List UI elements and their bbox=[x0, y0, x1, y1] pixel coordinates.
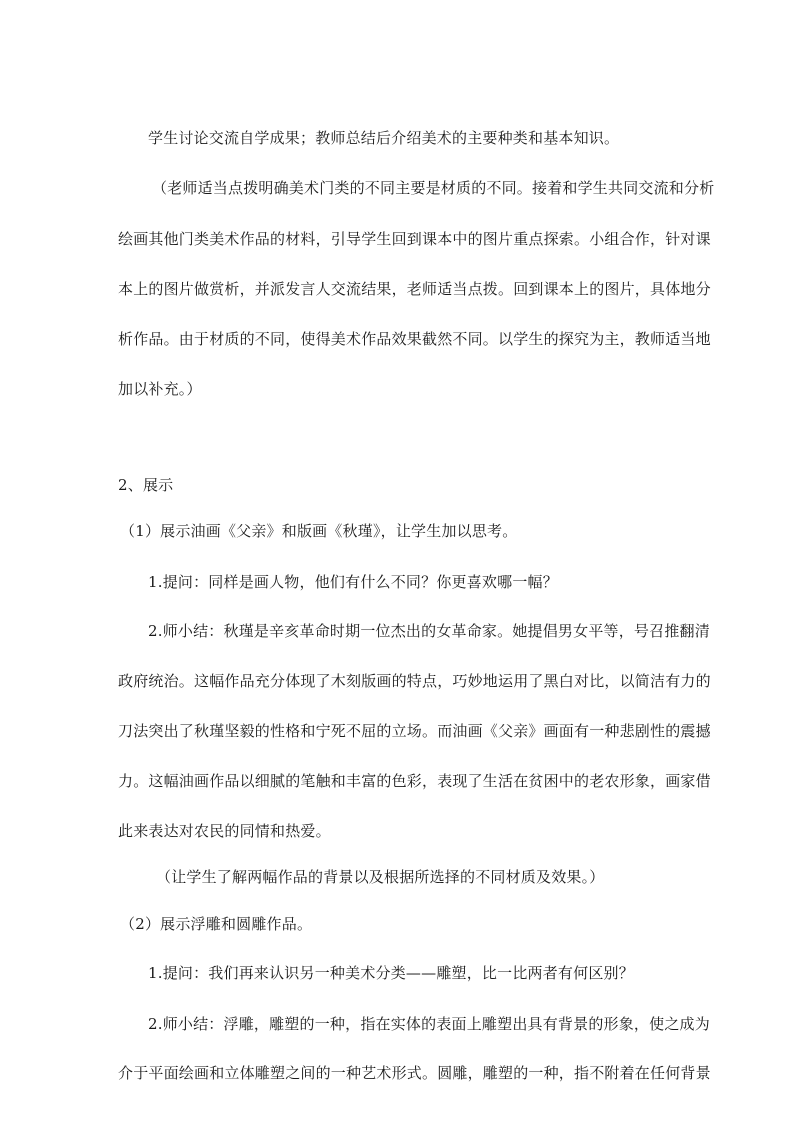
paragraph-line: 刀法突出了秋瑾坚毅的性格和宁死不屈的立场。而油画《父亲》画面有一种悲剧性的震撼 bbox=[118, 722, 711, 740]
subsection-heading: （1）展示油画《父亲》和版画《秋瑾》，让学生加以思考。 bbox=[120, 522, 518, 540]
paragraph-line: 介于平面绘画和立体雕塑之间的一种艺术形式。圆雕，雕塑的一种，指不附着在任何背景 bbox=[118, 1064, 711, 1082]
paragraph-line: （老师适当点拨明确美术门类的不同主要是材质的不同。接着和学生共同交流和分析 bbox=[152, 179, 715, 197]
paragraph-line: 绘画其他门类美术作品的材料，引导学生回到课本中的图片重点探索。小组合作，针对课 bbox=[118, 230, 711, 248]
paragraph-line: 学生讨论交流自学成果；教师总结后介绍美术的主要种类和基本知识。 bbox=[148, 129, 620, 147]
subsection-heading: （2）展示浮雕和圆雕作品。 bbox=[120, 915, 313, 933]
paragraph-line: 1.提问：同样是画人物，他们有什么不同？你更喜欢哪一幅？ bbox=[148, 573, 558, 591]
paragraph-line: （让学生了解两幅作品的背景以及根据所选择的不同材质及效果。） bbox=[156, 868, 605, 886]
paragraph-line: 析作品。由于材质的不同，使得美术作品效果截然不同。以学生的探究为主，教师适当地 bbox=[118, 330, 711, 348]
paragraph-line: 2.师小结：秋瑾是辛亥革命时期一位杰出的女革命家。她提倡男女平等，号召推翻清 bbox=[148, 622, 710, 640]
section-heading: 2、展示 bbox=[118, 476, 174, 494]
paragraph-line: 本上的图片做赏析，并派发言人交流结果，老师适当点拨。回到课本上的图片，具体地分 bbox=[118, 280, 711, 298]
paragraph-line: 此来表达对农民的同情和热爱。 bbox=[118, 822, 331, 840]
paragraph-line: 加以补充。） bbox=[118, 380, 202, 398]
paragraph-line: 2.师小结：浮雕，雕塑的一种，指在实体的表面上雕塑出具有背景的形象，使之成为 bbox=[148, 1015, 710, 1033]
paragraph-line: 力。这幅油画作品以细腻的笔触和丰富的色彩，表现了生活在贫困中的老农形象，画家借 bbox=[118, 772, 711, 790]
paragraph-line: 政府统治。这幅作品充分体现了木刻版画的特点，巧妙地运用了黑白对比，以简洁有力的 bbox=[118, 672, 711, 690]
paragraph-line: 1.提问：我们再来认识另一种美术分类——雕塑，比一比两者有何区别？ bbox=[148, 964, 634, 982]
